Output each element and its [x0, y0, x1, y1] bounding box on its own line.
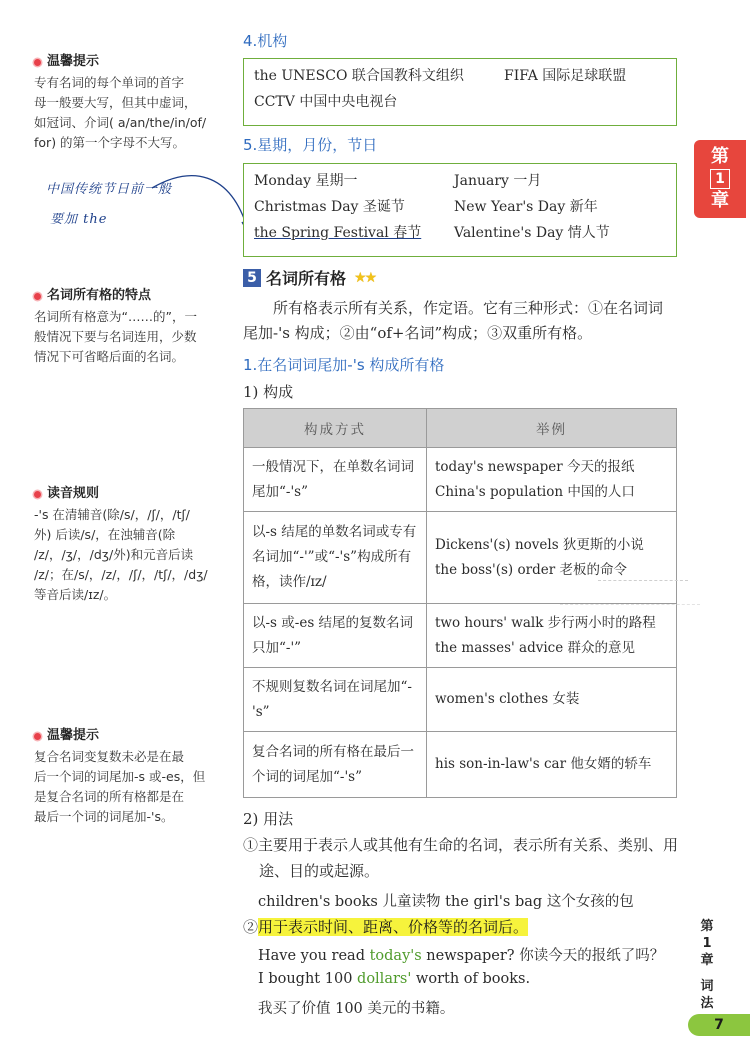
formation-table [243, 408, 677, 798]
section-title-text: 名词所有格 [266, 269, 347, 288]
side-chapter-label: 第 1 章 [700, 919, 714, 968]
part-label-formation: 1) 构成 [243, 383, 294, 401]
chapter-tab-text: 第 [711, 146, 729, 167]
institutions-box [243, 58, 677, 126]
box-cell: Valentine's Day 情人节 [454, 225, 610, 241]
handwritten-note-line2: 要加 the [50, 212, 108, 227]
table-cell-example: women's clothes 女装 [427, 668, 677, 732]
box-row [244, 63, 676, 89]
table-row [244, 668, 677, 732]
table-cell-example: two hours' walk 步行两小时的路程 the masses' advice 群众的意见 [427, 604, 677, 668]
box-cell: January 一月 [454, 173, 542, 189]
table-cell-example: Dickens'(s) novels 狄更斯的小说 the boss'(s) order 老板的命令 [427, 512, 677, 604]
box-cell: Christmas Day 圣诞节 [254, 199, 405, 215]
side-topic-label: 词 法 [700, 979, 714, 1011]
box-cell: the Spring Festival 春节 [254, 225, 422, 241]
page-number: 7 [688, 1014, 750, 1036]
table-cell-method: 以-s 或-es 结尾的复数名词只加“-'” [244, 604, 427, 668]
table-cell-example: his son-in-law's car 他女婿的轿车 [427, 732, 677, 798]
table-row [244, 604, 677, 668]
example-text: I bought 100 [258, 971, 358, 987]
box-cell: Monday 星期一 [254, 173, 358, 189]
chapter-tab[interactable] [694, 140, 746, 218]
note-text: 名词所有格意为“……的”，一 般情况下要与名词连用，少数 情况下可省略后面的名词。 [34, 309, 197, 364]
bullet-icon [34, 491, 41, 498]
tip-note-pronunciation [34, 484, 214, 605]
box-cell: the UNESCO 联合国教科文组织 [254, 68, 464, 84]
note-title: 温馨提示 [47, 54, 100, 69]
box-row [244, 168, 676, 194]
note-title: 读音规则 [47, 486, 100, 501]
table-row [244, 732, 677, 798]
example-keyword: dollars' [357, 971, 412, 987]
box-row [244, 220, 676, 246]
box-row [244, 89, 676, 115]
part-label-usage: 2) 用法 [243, 810, 294, 828]
example-text: worth of books. [411, 971, 531, 987]
note-text: -'s 在清辅音(除/s/，/ʃ/，/tʃ/ 外) 后读/s/，在浊辅音(除 /z/，/ʒ/，/dʒ/外)和元音后读 /z/；在/s/，/z/，/ʃ/，/tʃ/，/dʒ/ 等音后读/ɪz/。 [34, 507, 208, 602]
table-row [244, 512, 677, 604]
example-text: newspaper? 你读今天的报纸了吗？ [421, 948, 665, 964]
table-header-row [244, 409, 677, 448]
example-keyword: today's [369, 948, 422, 964]
table-row [244, 448, 677, 512]
tip-note-capitalization [34, 52, 214, 153]
section-title-possessive [243, 266, 375, 289]
table-header: 举例 [427, 409, 677, 448]
box-cell: FIFA 国际足球联盟 [504, 68, 627, 84]
usage-2-example-2 [258, 971, 530, 987]
tip-note-compound [34, 726, 214, 827]
intro-paragraph: 所有格表示所有关系，作定语。它有三种形式：①在名词词尾加-'s 构成；②由“of+名词”构成；③双重所有格。 [243, 299, 664, 342]
usage-2-example-1 [258, 944, 664, 965]
box-cell: CCTV 中国中央电视台 [254, 94, 398, 110]
chapter-tab-text: 章 [711, 190, 729, 211]
bullet-icon [34, 59, 41, 66]
note-text: 复合名词变复数未必是在最 后一个词的词尾加-s 或-es，但 是复合名词的所有格都是在 最后一个词的词尾加-'s。 [34, 749, 206, 824]
dates-box [243, 163, 677, 257]
bullet-icon [34, 733, 41, 740]
box-cell: New Year's Day 新年 [454, 199, 598, 215]
section-number-badge: 5 [243, 269, 261, 287]
bullet-icon [34, 293, 41, 300]
table-cell-method: 复合名词的所有格在最后一个词的词尾加“-'s” [244, 732, 427, 798]
table-cell-method: 一般情况下，在单数名词词尾加“-'s” [244, 448, 427, 512]
note-title: 温馨提示 [47, 728, 100, 743]
table-cell-example: today's newspaper 今天的报纸 China's population 中国的人口 [427, 448, 677, 512]
section-heading-dates: 5.星期，月份，节日 [243, 136, 378, 154]
chapter-tab-number: 1 [710, 169, 730, 189]
usage-point-1: ①主要用于表示人或其他有生命的名词，表示所有关系、类别、用途、目的或起源。 [243, 836, 679, 880]
handwritten-note-line1: 中国传统节日前一般 [46, 182, 173, 197]
highlighted-rule: 用于表示时间、距离、价格等的名词后。 [258, 918, 529, 936]
usage-1-example: children's books 儿童读物 the girl's bag 这个女孩的包 [258, 894, 634, 910]
note-title: 名词所有格的特点 [47, 288, 152, 303]
divider [560, 604, 700, 605]
example-text: Have you read [258, 948, 370, 964]
note-text: 专有名词的每个单词的首字 母一般要大写，但其中虚词， 如冠词、介词( a/an/the/in/of/ for) 的第一个字母不大写。 [34, 75, 207, 150]
box-row [244, 194, 676, 220]
usage-2-example-2-translation: 我买了价值 100 美元的书籍。 [258, 1001, 455, 1017]
tip-note-possessive [34, 286, 214, 367]
usage-marker: ② [243, 918, 259, 936]
subheading-s-possessive: 1.在名词词尾加-'s 构成所有格 [243, 356, 445, 374]
table-cell-method: 不规则复数名词在词尾加“-'s” [244, 668, 427, 732]
handwritten-arrow-icon [150, 170, 250, 240]
table-header: 构成方式 [244, 409, 427, 448]
divider [598, 580, 688, 581]
difficulty-stars-icon: ★★ [354, 269, 376, 286]
table-cell-method: 以-s 结尾的单数名词或专有名词加“-'”或“-'s”构成所有格，读作/ɪz/ [244, 512, 427, 604]
usage-point-2 [243, 914, 683, 940]
section-heading-institutions: 4.机构 [243, 32, 288, 50]
